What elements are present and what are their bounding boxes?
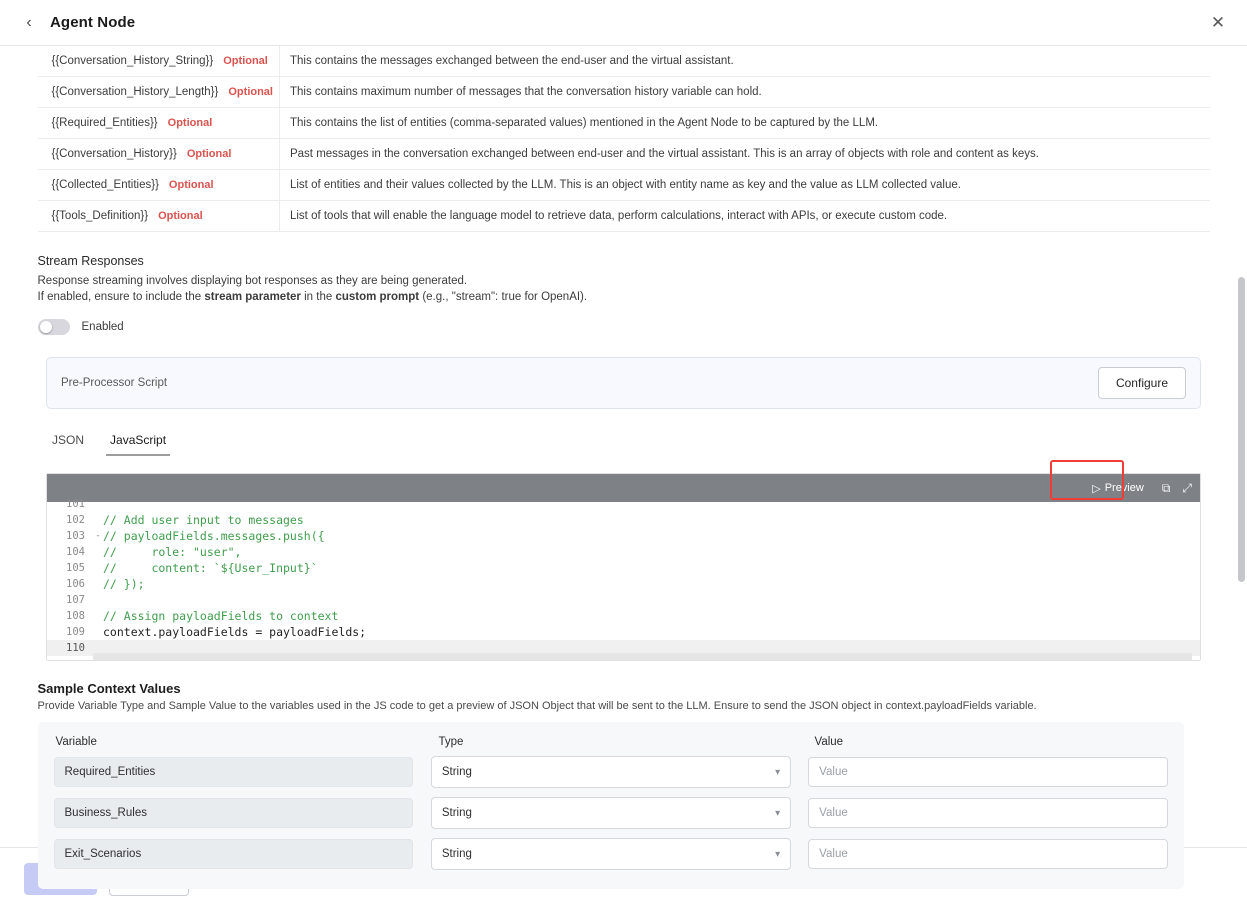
line-number: 102	[66, 514, 85, 527]
expand-icon[interactable]: ⤢	[1182, 480, 1192, 495]
code-line	[47, 498, 1200, 512]
sample-context-row	[54, 838, 1168, 870]
stream-toggle-row	[38, 319, 1210, 335]
line-number: 107	[66, 594, 85, 607]
variable-description: This contains the messages exchanged between the end-user and the virtual assistant.	[289, 55, 734, 67]
scrollbar-thumb[interactable]	[1238, 277, 1245, 582]
scroll-content	[0, 46, 1247, 889]
line-text: // Assign payloadFields to context	[103, 609, 339, 624]
play-icon: ▷	[1092, 482, 1101, 495]
line-number: 106	[66, 578, 85, 591]
toggle-knob	[40, 321, 52, 333]
stream-responses-section	[38, 254, 1210, 335]
header-variable: Variable	[55, 736, 97, 749]
variable-name: {{Tools_Definition}}	[51, 210, 149, 222]
chevron-down-icon: ▾	[775, 848, 781, 860]
type-select-value: String	[441, 807, 472, 820]
optional-badge: Optional	[158, 210, 203, 222]
variable-description: List of tools that will enable the language model to retrieve data, perform calculations, interact with APIs, or execute custom code.	[289, 210, 948, 222]
vertical-scrollbar[interactable]	[1238, 92, 1245, 892]
preview-label: Preview	[1104, 482, 1144, 495]
variable-name: {{Required_Entities}}	[51, 117, 158, 129]
chevron-down-icon: ▾	[775, 807, 781, 819]
code-line	[47, 624, 1200, 640]
value-input[interactable]: Value	[808, 757, 1167, 787]
code-line	[47, 576, 1200, 592]
variable-name: {{Conversation_History_Length}}	[51, 86, 219, 98]
sample-context-panel	[38, 722, 1184, 889]
line-text: // content: `${User_Input}`	[103, 561, 318, 576]
variable-name: {{Conversation_History_String}}	[51, 55, 214, 67]
page-title: Agent Node	[50, 14, 136, 31]
type-select-value: String	[441, 848, 472, 861]
copy-icon[interactable]: ⧉	[1161, 480, 1171, 495]
tab-javascript[interactable]: JavaScript	[106, 429, 170, 456]
desc-part-a: If enabled, ensure to include the	[37, 290, 205, 303]
desc-custom-prompt: custom prompt	[335, 290, 420, 303]
line-number: 108	[66, 610, 85, 623]
value-input[interactable]: Value	[808, 798, 1167, 828]
line-text: // payloadFields.messages.push({	[103, 529, 325, 544]
dialog-header	[0, 0, 1247, 46]
type-select[interactable]	[431, 756, 791, 788]
close-icon[interactable]: ✕	[1210, 12, 1226, 32]
type-select[interactable]	[431, 797, 791, 829]
line-text: // Add user input to messages	[103, 513, 304, 528]
desc-part-e: (e.g., "stream": true for OpenAI).	[419, 290, 588, 303]
table-row	[38, 46, 1210, 77]
sample-context-description: Provide Variable Type and Sample Value to the variables used in the JS code to get a preview of JSON Object that will be sent to the LLM. Ensure to send the JSON object in context.payloadFields variable.	[37, 700, 1037, 713]
optional-badge: Optional	[223, 55, 268, 67]
stream-enabled-toggle[interactable]	[38, 319, 70, 335]
sample-context-headers	[54, 736, 1168, 748]
optional-badge: Optional	[167, 117, 213, 129]
sample-context-row	[54, 797, 1168, 829]
preprocessor-script-panel	[46, 357, 1201, 409]
variable-description: This contains maximum number of messages that the conversation history variable can hold.	[289, 86, 762, 98]
code-horizontal-scrollbar[interactable]	[93, 653, 1192, 660]
table-row	[38, 108, 1210, 139]
table-row	[38, 170, 1210, 201]
chevron-down-icon: ▾	[775, 766, 781, 778]
code-line	[47, 512, 1200, 528]
desc-stream-parameter: stream parameter	[204, 290, 301, 303]
variable-description: Past messages in the conversation exchanged between end-user and the virtual assistant. This is an array of objects with role and content as keys.	[289, 148, 1039, 160]
desc-part-c: in the	[300, 290, 336, 303]
code-editor	[46, 473, 1201, 661]
variable-name: {{Conversation_History}}	[51, 148, 177, 160]
stream-responses-desc-1: Response streaming involves displaying bot responses as they are being generated.	[37, 275, 468, 287]
line-number: 103	[66, 530, 85, 543]
fold-marker[interactable]: -	[95, 531, 101, 542]
table-row	[38, 77, 1210, 108]
code-line	[47, 592, 1200, 608]
preview-button[interactable]	[1086, 479, 1150, 498]
sample-context-row	[54, 756, 1168, 788]
variable-input[interactable]: Exit_Scenarios	[54, 839, 413, 869]
type-select[interactable]	[431, 838, 791, 870]
header-type: Type	[438, 736, 464, 749]
variable-description: List of entities and their values collected by the LLM. This is an object with entity name as key and the value as LLM collected value.	[289, 179, 961, 191]
editor-tabs	[46, 429, 1201, 457]
line-number: 101	[66, 498, 85, 511]
line-number: 105	[66, 562, 85, 575]
stream-responses-desc-2	[38, 290, 1210, 306]
sample-context-section	[38, 681, 1210, 889]
editor-toolbar	[47, 474, 1200, 502]
line-number: 110	[66, 642, 85, 655]
stream-responses-title: Stream Responses	[37, 254, 144, 268]
variables-table	[38, 46, 1210, 232]
line-number: 104	[66, 546, 85, 559]
chevron-left-icon[interactable]: ‹	[26, 13, 32, 31]
optional-badge: Optional	[228, 86, 273, 98]
line-text: context.payloadFields = payloadFields;	[103, 625, 367, 640]
line-number: 109	[66, 626, 85, 639]
code-line	[47, 544, 1200, 560]
code-line	[47, 608, 1200, 624]
line-text: // role: "user",	[103, 545, 242, 560]
configure-button[interactable]: Configure	[1098, 367, 1186, 399]
tab-json[interactable]: JSON	[52, 433, 85, 448]
stream-toggle-label: Enabled	[81, 321, 124, 334]
line-text: // });	[103, 577, 145, 592]
preprocessor-script-label: Pre-Processor Script	[61, 377, 168, 390]
code-lines[interactable]	[47, 498, 1200, 660]
value-input[interactable]: Value	[808, 839, 1167, 869]
type-select-value: String	[441, 766, 472, 779]
code-line	[47, 560, 1200, 576]
variable-input[interactable]: Required_Entities	[54, 757, 413, 787]
table-row	[38, 139, 1210, 170]
header-value: Value	[814, 736, 844, 749]
optional-badge: Optional	[168, 179, 214, 191]
code-line	[47, 528, 1200, 544]
sample-context-title: Sample Context Values	[37, 681, 181, 697]
optional-badge: Optional	[186, 148, 232, 160]
table-row	[38, 201, 1210, 232]
variable-description: This contains the list of entities (comma-separated values) mentioned in the Agent Node to be captured by the LLM.	[289, 117, 879, 129]
variable-name: {{Collected_Entities}}	[51, 179, 159, 191]
dialog-body	[0, 46, 1247, 861]
variable-input[interactable]: Business_Rules	[54, 798, 413, 828]
